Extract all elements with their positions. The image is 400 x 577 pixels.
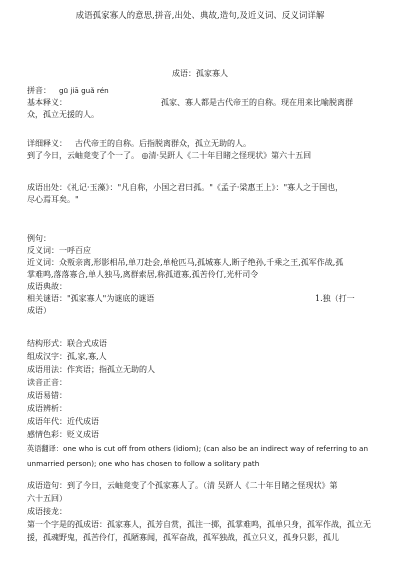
source-line-1: 成语出处：《礼记·玉藻》："凡自称，小国之君曰孤。"《孟子·梁惠王上》："寡人之于国也， <box>27 183 344 192</box>
example-label: 例句： <box>27 234 51 243</box>
antonym-line: 反义词：一呼百应 <box>27 246 91 255</box>
source-line-2: 尽心焉耳矣。" <box>27 195 79 204</box>
detail-meaning-text: 古代帝王的自称。后指脱离群众，孤立无助的人。 <box>75 139 251 148</box>
riddle-line-1 <box>27 293 382 304</box>
english-line-2 <box>27 458 382 469</box>
basic-meaning-label: 基本释义： <box>27 98 67 107</box>
riddle-line-2: 成语） <box>27 306 51 315</box>
wrong-line: 成语易错： <box>27 391 67 400</box>
pinyin-line <box>27 85 382 96</box>
usage-line: 成语用法：作宾语；指孤立无助的人 <box>27 365 155 374</box>
english-line-1 <box>27 443 382 454</box>
era-line: 成语年代：近代成语 <box>27 417 99 426</box>
english-text-2: unmarried person); one who has chosen to follow a solitary path <box>27 459 260 468</box>
detail-meaning-label: 详细释义： <box>27 139 67 148</box>
sentence-line-1: 成语造句：到了今日，云岫竟变了个孤家寡人了。（清 吴趼人《二十年目睹之怪现状》第 <box>27 481 338 490</box>
structure-line: 结构形式：联合式成语 <box>27 339 107 348</box>
pinyin-label: 拼音： <box>27 86 51 95</box>
pronounce-line: 读音正音： <box>27 378 67 387</box>
continue-line-1: 第一个字是的孤成语：孤家寡人，孤芳自赏，孤注一掷，孤掌难鸣，孤单只身，孤军作战，孤立无 <box>27 520 371 529</box>
synonym-line-1: 近义词：众叛亲离,形影相吊,单刀赴会,单枪匹马,孤城寡人,断子绝孙,千乘之王,孤军作战,孤 <box>27 258 344 267</box>
basic-meaning-text: 孤家、寡人都是古代帝王的自称。现在用来比喻脱离群 <box>161 98 353 107</box>
english-text-1: 英语翻译：one who is cut off from others (idiom); (can also be an indirect way of referring to an <box>27 444 369 453</box>
continue-label: 成语接龙： <box>27 507 67 516</box>
allusion-label: 成语典故： <box>27 282 67 291</box>
chars-line: 组成汉字：孤,家,寡,人 <box>27 352 107 361</box>
detail-example: 到了今日，云岫竟变了个一了。 ◎清·吴趼人《二十年目睹之怪现状》第六十五回 <box>27 151 312 160</box>
doc-title: 成语孤家寡人的意思,拼音,出处、典故,造句,及近义词、反义词详解 <box>75 11 325 21</box>
pinyin-value: gū jiā guǎ rén <box>59 86 109 95</box>
basic-meaning-line-1 <box>27 97 382 108</box>
section-heading: 成语：孤家寡人 <box>172 69 228 78</box>
riddle-answer: 1.独（打一 <box>315 294 355 303</box>
continue-line-2: 援，孤魂野鬼，孤苦伶仃，孤陋寡闻，孤军奋战，孤军独战，孤立只义，孤身只影，孤儿 <box>27 533 339 542</box>
detail-meaning-line <box>27 138 382 149</box>
basic-meaning-line-2: 众，孤立无援的人。 <box>27 110 99 119</box>
emotion-line: 感情色彩：贬义成语 <box>27 430 99 439</box>
riddle-label: 相关谜语："孤家寡人"为谜底的谜语 <box>27 294 155 303</box>
distinguish-line: 成语辨析： <box>27 404 67 413</box>
sentence-line-2: 六十五回） <box>27 494 67 503</box>
synonym-line-2: 掌难鸣,落落寡合,单人独马,离群索居,称孤道寡,孤苦伶仃,光杆司令 <box>27 270 259 279</box>
